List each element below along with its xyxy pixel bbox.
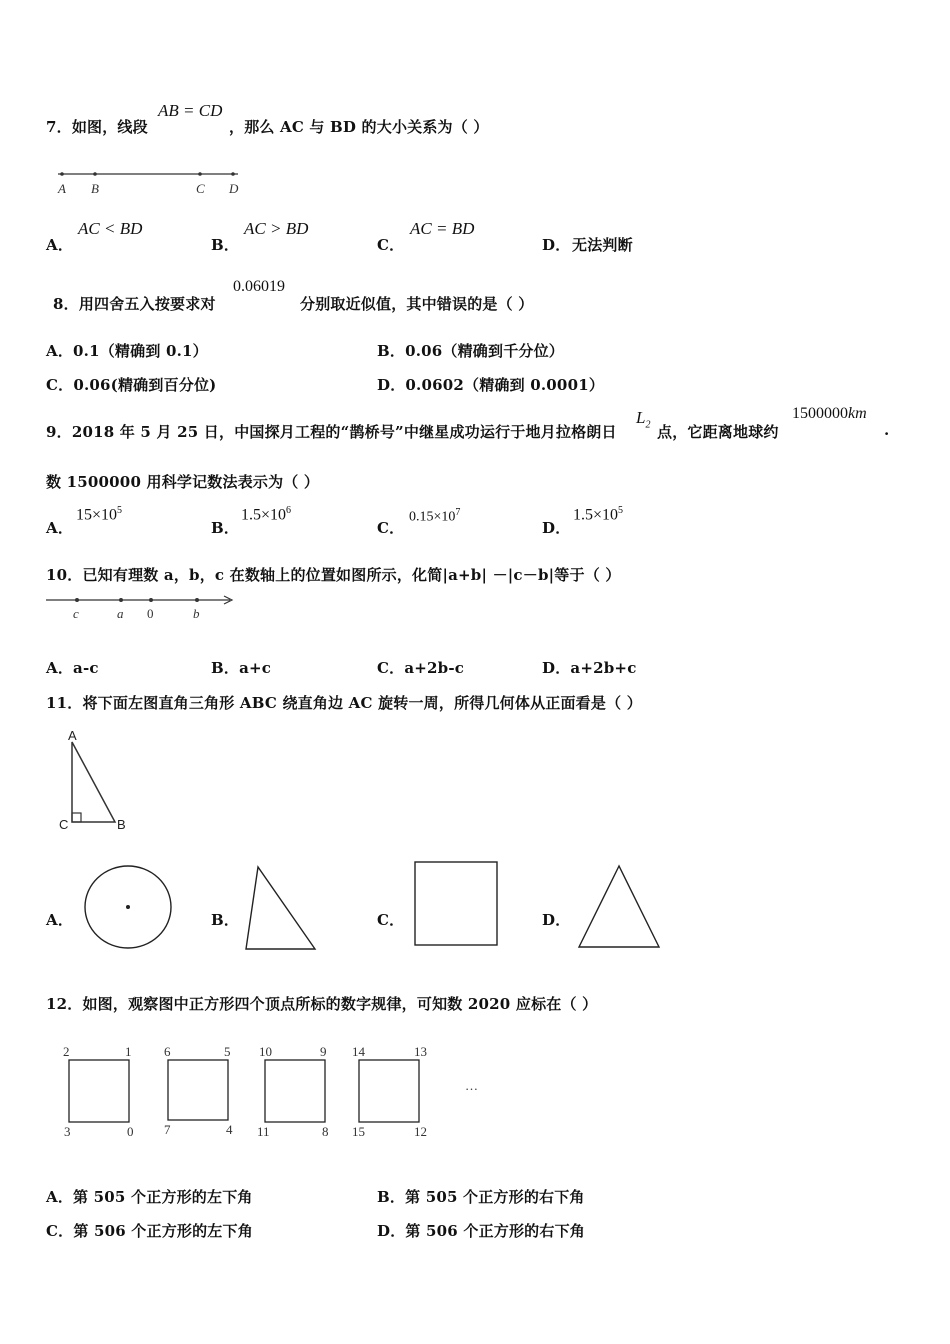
q9-option-b-base: 1.5×10: [241, 506, 287, 524]
q11-label-b: B: [117, 817, 126, 832]
q10-number-line: [44, 592, 244, 622]
q11-option-c-square[interactable]: [414, 861, 500, 947]
q12-square-1-tr: 1: [125, 1044, 132, 1059]
q7-option-d[interactable]: D．: [542, 236, 571, 254]
q12-option-c[interactable]: C．第 506 个正方形的左下角: [46, 1222, 253, 1240]
q10-option-d[interactable]: D．a+2b+c: [542, 659, 637, 677]
q12-square-2-bl: 7: [164, 1122, 171, 1137]
q12-square-3-bl: 11: [257, 1124, 270, 1139]
q10-label-b: b: [193, 606, 200, 621]
q7-option-b-letter[interactable]: B．: [211, 236, 240, 254]
q10-label-a: a: [117, 606, 124, 621]
q7-segment-figure: [50, 168, 250, 198]
q9-option-b-letter[interactable]: B．: [211, 519, 240, 537]
q7-option-c-letter[interactable]: C．: [377, 236, 405, 254]
q9-l2-base: L: [636, 408, 646, 427]
q12-square-3: [265, 1060, 325, 1122]
q9-stem-line2: 数 1500000 用科学记数法表示为（ ）: [46, 473, 320, 491]
q8-option-c[interactable]: C．0.06(精确到百分位): [46, 376, 217, 394]
q11-triangle: [72, 742, 115, 822]
q10-option-a[interactable]: A．a-c: [46, 659, 99, 677]
q9-option-c-letter[interactable]: C．: [377, 519, 405, 537]
q9-option-a-value[interactable]: [76, 505, 122, 524]
q7-point-c: [198, 172, 202, 176]
q12-square-1-br: 0: [127, 1124, 134, 1139]
q8-stem-b: 分别取近似值，其中错误的是（ ）: [300, 295, 534, 313]
q12-square-1-tl: 2: [63, 1044, 70, 1059]
q9-distance: [792, 405, 867, 423]
q11-option-a-circle[interactable]: [83, 864, 175, 950]
q8-number: 0.06019: [233, 278, 285, 295]
q12-square-2: [168, 1060, 228, 1120]
q7-formula: AB = CD: [158, 101, 223, 120]
q9-option-b-value[interactable]: [241, 505, 291, 524]
q12-square-2-tr: 5: [224, 1044, 231, 1059]
q10-point-a: [119, 598, 123, 602]
q11-label-a: A: [68, 728, 77, 743]
q12-ellipsis: …: [465, 1078, 478, 1093]
q10-point-b: [195, 598, 199, 602]
q10-option-c[interactable]: C．a+2b-c: [377, 659, 465, 677]
q7-option-a-text[interactable]: AC < BD: [78, 219, 143, 238]
q11-option-a-letter[interactable]: A．: [46, 911, 74, 929]
q12-square-4-tl: 14: [352, 1044, 365, 1059]
q11-option-c-rect: [415, 862, 497, 945]
q9-option-c-value[interactable]: [409, 507, 460, 526]
q9-stem-end: .: [884, 421, 890, 439]
q11-right-angle-mark: [72, 813, 81, 822]
q10-option-b[interactable]: B．a+c: [211, 659, 272, 677]
q11-label-c: C: [59, 817, 69, 832]
q11-option-d-letter[interactable]: D．: [542, 911, 571, 929]
q9-stem-a: 9．2018 年 5 月 25 日，中国探月工程的“鹊桥号”中继星成功运行于地月拉格朗日: [46, 423, 617, 441]
q7-point-b: [93, 172, 97, 176]
q9-l2-sub: 2: [645, 419, 651, 431]
q7-label-d: D: [229, 181, 239, 196]
q12-square-2-br: 4: [226, 1122, 233, 1137]
q9-option-b-exp: 6: [286, 505, 292, 516]
q12-square-4-br: 12: [414, 1124, 427, 1139]
q7-option-b-text[interactable]: AC > BD: [244, 219, 309, 238]
q11-option-b-letter[interactable]: B．: [211, 911, 240, 929]
q10-label-c: c: [73, 606, 79, 621]
q9-option-d-value[interactable]: [573, 505, 623, 524]
q7-option-a-letter[interactable]: A．: [46, 236, 74, 254]
q7-point-a: [60, 172, 64, 176]
q12-stem: 12．如图，观察图中正方形四个顶点所标的数字规律，可知数 2020 应标在（ ）: [46, 995, 598, 1013]
q8-stem-a: 8．用四舍五入按要求对: [53, 295, 216, 313]
q9-l2-point: [636, 408, 650, 430]
q12-option-d[interactable]: D．第 506 个正方形的右下角: [377, 1222, 585, 1240]
q12-square-3-tl: 10: [259, 1044, 272, 1059]
q9-option-a-exp: 5: [117, 505, 123, 516]
q9-option-c-exp: 7: [455, 507, 461, 518]
q11-stem: 11．将下面左图直角三角形 ABC 绕直角边 AC 旋转一周，所得几何体从正面看是（ ）: [46, 694, 642, 712]
q12-square-3-tr: 9: [320, 1044, 327, 1059]
q8-option-a[interactable]: A．0.1（精确到 0.1）: [46, 342, 208, 360]
q10-label-zero: 0: [147, 606, 154, 621]
q7-label-a: A: [58, 181, 66, 196]
q9-stem-b: 点，它距离地球约: [657, 423, 779, 441]
q7-option-c-text[interactable]: AC = BD: [410, 219, 475, 238]
q9-option-d-base: 1.5×10: [573, 506, 619, 524]
q12-squares-figure: [56, 1040, 496, 1140]
q11-triangle-figure: [58, 728, 138, 832]
q11-option-a-center-dot: [126, 905, 130, 909]
q10-stem: 10．已知有理数 a，b，c 在数轴上的位置如图所示，化简|a+b| －|c－b|等于（ ）: [46, 566, 621, 584]
q9-option-a-letter[interactable]: A．: [46, 519, 74, 537]
q7-stem-a: 7．如图，线段: [46, 118, 148, 136]
q9-option-d-exp: 5: [618, 505, 624, 516]
q12-option-a[interactable]: A．第 505 个正方形的左下角: [46, 1188, 253, 1206]
q11-option-d-triangle: [579, 866, 659, 947]
q12-square-4-bl: 15: [352, 1124, 365, 1139]
q11-option-c-letter[interactable]: C．: [377, 911, 405, 929]
q8-option-b[interactable]: B．0.06（精确到千分位）: [377, 342, 565, 360]
q12-square-3-br: 8: [322, 1124, 329, 1139]
q11-option-b-triangle: [246, 867, 315, 949]
q12-square-4-tr: 13: [414, 1044, 427, 1059]
q9-option-a-base: 15×10: [76, 506, 118, 524]
q12-square-2-tl: 6: [164, 1044, 171, 1059]
q7-option-d-text[interactable]: 无法判断: [572, 236, 633, 254]
q7-label-c: C: [196, 181, 205, 196]
q12-square-4: [359, 1060, 419, 1122]
q7-label-b: B: [91, 181, 99, 196]
q11-option-b-right-triangle[interactable]: [244, 865, 319, 951]
q11-option-d-isosceles-triangle[interactable]: [577, 864, 661, 950]
q9-option-c-base: 0.15×10: [409, 509, 456, 525]
q12-square-1-bl: 3: [64, 1124, 71, 1139]
q9-distance-num: 1500000: [792, 405, 848, 422]
q12-square-1: [69, 1060, 129, 1122]
q12-option-b[interactable]: B．第 505 个正方形的右下角: [377, 1188, 585, 1206]
q10-point-zero: [149, 598, 153, 602]
q8-option-d[interactable]: D．0.0602（精确到 0.0001）: [377, 376, 605, 394]
q9-distance-unit: km: [848, 405, 867, 422]
q7-stem-b: ，那么 AC 与 BD 的大小关系为（ ）: [229, 118, 489, 136]
q9-option-d-letter[interactable]: D．: [542, 519, 571, 537]
q7-point-d: [231, 172, 235, 176]
q10-point-c: [75, 598, 79, 602]
